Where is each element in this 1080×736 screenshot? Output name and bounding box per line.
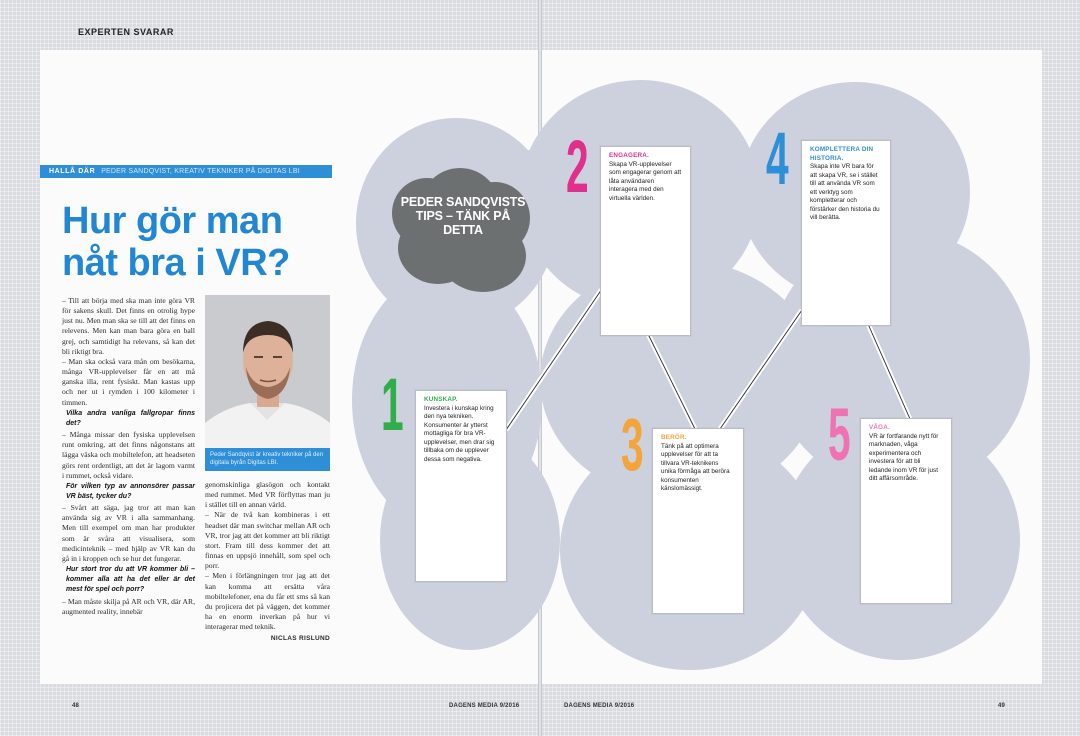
tip-text-1: Investera i kunskap kring den nya tekniken. Konsumenter är ytterst mottagliga för bra VR-upplevelser, men drar sig tillbaka om de upplever dessa som negativa.	[424, 404, 495, 463]
folio-number-right: 49	[998, 703, 1006, 709]
body-paragraph: – Man måste skilja på AR och VR, där AR, augmented reality, innebär	[62, 596, 195, 616]
tip-number-2: 2	[566, 125, 589, 208]
tip-number-1: 1	[381, 363, 404, 446]
body-paragraph: genomskinliga glasögon och kontakt med rummet. Med VR förflyttas man ju i stället till en annan värld.	[205, 480, 330, 510]
tip-title-2: ENGAGERA.	[609, 152, 649, 159]
bubble-title: PEDER SANDQVISTS TIPS – TÄNK PÅ DETTA	[400, 195, 526, 237]
folio-issue-left: DAGENS MEDIA 9/2016	[449, 703, 520, 709]
body-paragraph: – Många missar den fysiska upplevelsen runt omkring, att det finns någonstans att lägga väska och mobiltelefon, att headseten görs rent ordentligt, att det är lagom varmt i rummet, också vidare.	[62, 430, 195, 480]
body-paragraph: – När de två kan kombineras i ett headset där man switchar mellan AR och VR, tror jag att det kommer att bli riktigt stort. Fram till dess kommer det att finnas en uppsjö innehåll, som spel och porr.	[205, 510, 330, 571]
tip-number-4: 4	[766, 117, 789, 200]
headline-line-2: nåt bra i VR?	[62, 242, 290, 284]
tip-title-5: VÅGA.	[869, 424, 890, 431]
folio-issue-right: DAGENS MEDIA 9/2016	[564, 703, 635, 709]
kicker-name: HALLÅ DÄR	[49, 168, 96, 175]
tip-box-4	[801, 140, 891, 326]
body-paragraph: – Svårt att säga, jag tror att man kan använda sig av VR i alla sammanhang. Men till exempel om man har produkter som är svåra att visualisera, som medicinteknik – med hjälp av VR kan du gå in i kroppen och se hur det fungerar.	[62, 503, 195, 563]
interview-question: Hur stort tror du att VR kommer bli – kommer alla att ha det eller är det mest för spel och porr?	[66, 566, 195, 594]
portrait-illustration	[205, 295, 330, 448]
interview-question: För vilken typ av annonsörer passar VR bäst, tycker du?	[66, 482, 195, 500]
tip-text-4: Skapa inte VR bara för att skapa VR, se i stället till att använda VR som ett verktyg som kompletterar och förstärker den historia du vill berätta.	[810, 163, 880, 221]
tip-box-2	[600, 146, 691, 336]
tip-text-2: Skapa VR-upplevelser som engagerar genom att låta användaren interagera med den virtuella världen.	[609, 160, 682, 202]
tip-box-3	[652, 428, 744, 614]
body-paragraph: – Men i förlängningen tror jag att det kan komma att ersätta våra mobiltelefoner, ena du får ett sms så kan du projicera det på väggen, det kommer ha en enorm inverkan på hur vi interagerar med teknik.	[205, 571, 330, 632]
portrait-photo	[205, 295, 330, 448]
folio-number-left: 48	[72, 703, 80, 709]
tip-title-4: KOMPLETTERA DIN HISTORIA.	[810, 146, 874, 162]
tip-box-1	[415, 390, 507, 582]
interview-question: Vilka andra vanliga fallgropar finns det?	[66, 409, 195, 427]
body-paragraph: – Till att börja med ska man inte göra VR för sakens skull. Det finns en otrolig hype just nu. Men man ska se till att det finns en relevens. Men kan man bara göra en ball grej, och samtidigt ha relevans, så kan det bli riktigt bra.	[62, 296, 195, 356]
headline	[62, 200, 342, 284]
tip-title-1: KUNSKAP.	[424, 396, 458, 403]
tip-text-3: Tänk på att optimera upplevelser för att ta tillvara VR-teknikens unika förmåga att beröra konsumenten känslomässigt.	[661, 442, 730, 492]
body-column-1	[62, 296, 195, 617]
body-paragraph: – Man ska också vara mån om besökarna, många VR-upplevelser får en att må ganska illa, rent fysiskt. Man kastas upp och ner ut i rymden i 100 kilometer i timmen.	[62, 356, 195, 407]
tip-number-3: 3	[621, 403, 644, 486]
tip-number-5: 5	[828, 393, 851, 476]
kicker-bar	[40, 165, 332, 178]
tip-text-5: VR är fortfarande nytt för marknaden, våga experimentera och investera för att bli ledande inom VR för just ditt affärsområde.	[869, 432, 939, 482]
tip-box-5	[860, 418, 952, 604]
body-column-2	[205, 480, 330, 645]
photo-caption: Peder Sandqvist är kreativ tekniker på den digitala byrån Digitas LBI.	[205, 448, 330, 471]
tip-title-3: BERÖR.	[661, 434, 687, 441]
section-label: EXPERTEN SVARAR	[78, 27, 174, 37]
byline: NICLAS RISLUND	[270, 635, 330, 643]
kicker-role: PEDER SANDQVIST, KREATIV TEKNIKER PÅ DIGITAS LBI	[101, 168, 300, 175]
headline-line-1: Hur gör man	[62, 200, 283, 242]
